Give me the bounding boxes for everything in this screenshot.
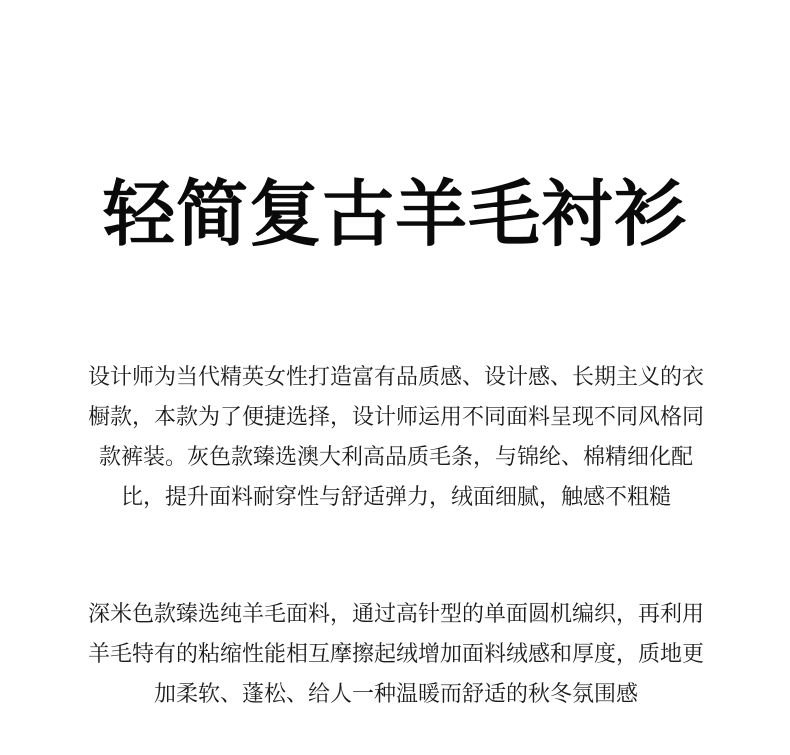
description-paragraph-grey: 设计师为当代精英女性打造富有品质感、设计感、长期主义的衣橱款，本款为了便捷选择，设计师运用不同面料呈现不同风格同款裤装。灰色款臻选澳大利高品质毛条，与锦纶、棉精细化配比，提升面料耐穿性与舒适弹力，绒面细腻，触感不粗糙 (87, 365, 704, 510)
page-title: 轻简复古羊毛衬衫 (102, 172, 687, 256)
description-paragraph-beige: 深米色款臻选纯羊毛面料，通过高针型的单面圆机编织，再利用羊毛特有的粘缩性能相互摩擦起绒增加面料绒感和厚度，质地更加柔软、蓬松、给人一种温暖而舒适的秋冬氛围感 (87, 602, 704, 707)
